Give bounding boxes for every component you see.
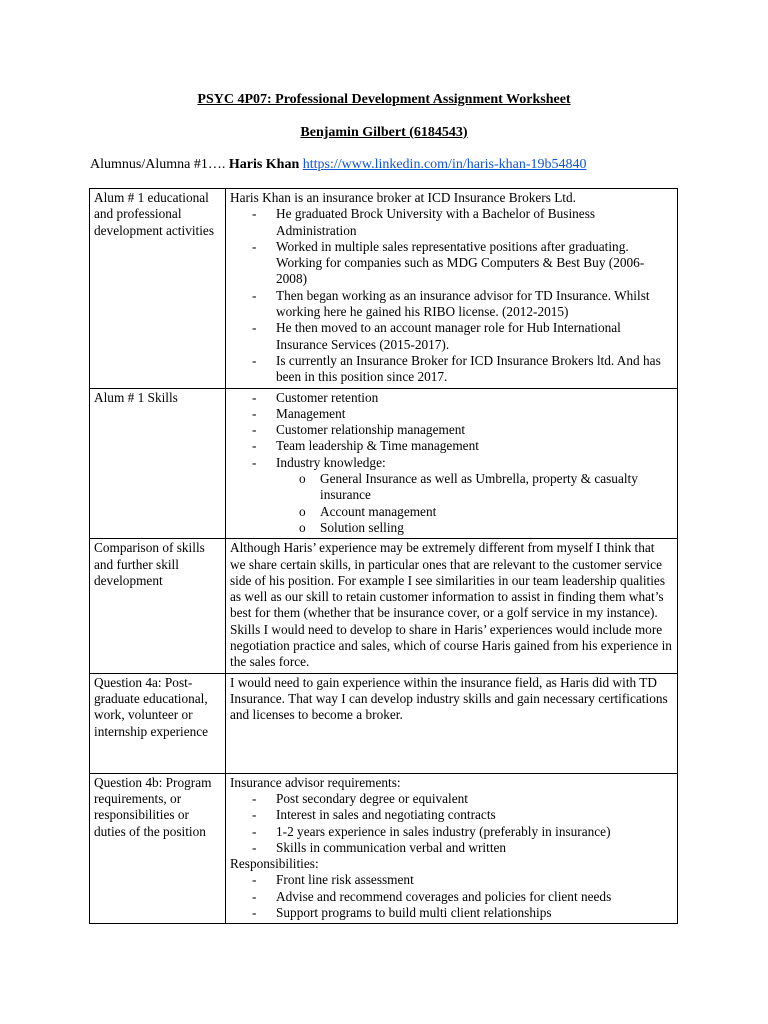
row-content: I would need to gain experience within the insurance field, as Haris did with TD Insurance. That way I can develop industry skills and gain necessary certifications and licenses to become a broker. — [226, 673, 678, 773]
table-row — [90, 773, 678, 924]
author-line: Benjamin Gilbert (6184543) — [300, 125, 468, 140]
list-item: - Post secondary degree or equivalent — [276, 791, 673, 807]
list-item: - Is currently an Insurance Broker for ICD Insurance Brokers ltd. And has been in this position since 2017. — [276, 353, 673, 386]
alumnus-line — [90, 157, 586, 173]
alumnus-name: Haris Khan — [228, 157, 300, 172]
list-item: - Skills in communication verbal and written — [276, 840, 673, 856]
document-title: PSYC 4P07: Professional Development Assignment Worksheet — [197, 92, 571, 107]
requirements-list — [230, 791, 673, 856]
row-content — [226, 388, 678, 539]
sublist-item: o General Insurance as well as Umbrella, property & casualty insurance — [320, 471, 673, 504]
list-item: - Front line risk assessment — [276, 872, 673, 888]
skills-list — [230, 390, 673, 537]
activities-intro: Haris Khan is an insurance broker at ICD Insurance Brokers Ltd. — [230, 190, 576, 205]
linkedin-link[interactable]: https://www.linkedin.com/in/haris-khan-19b54840 — [302, 157, 587, 172]
row-label: Alum # 1 educational and professional development activities — [90, 189, 226, 389]
list-item: - He then moved to an account manager role for Hub International Insurance Services (2015-2017). — [276, 320, 673, 353]
activities-list — [230, 206, 673, 385]
responsibilities-list — [230, 872, 673, 921]
list-item: - Customer relationship management — [276, 422, 673, 438]
row-content: Although Haris’ experience may be extremely different from myself I think that we share certain skills, in particular ones that are relevant to the customer service side of his position. For example I see similarities in our team leadership qualities as well as our skill to retain customer information to assist in finding them what’s best for them (whether that be insurance cover, or a golf service in my instance). Skills I would need to develop to share in Haris’ experiences would include more negotiation practice and sales, which of course Haris gained from his experience in the sales force. — [226, 539, 678, 673]
row-label: Question 4a: Post-graduate educational, work, volunteer or internship experience — [90, 673, 226, 773]
table-row — [90, 673, 678, 773]
table-row — [90, 539, 678, 673]
list-item: - Customer retention — [276, 390, 673, 406]
row-label: Question 4b: Program requirements, or responsibilities or duties of the position — [90, 773, 226, 924]
list-item: - Interest in sales and negotiating contracts — [276, 807, 673, 823]
list-item — [276, 455, 673, 536]
table-row — [90, 189, 678, 389]
list-item-text: Industry knowledge: — [276, 454, 386, 470]
alumnus-prefix: Alumnus/Alumna #1…. — [90, 157, 226, 172]
list-item: - Management — [276, 406, 673, 422]
row-content — [226, 773, 678, 924]
worksheet-table — [89, 188, 678, 924]
table-row — [90, 388, 678, 539]
sublist-item: o Solution selling — [320, 520, 673, 536]
list-item: - Advise and recommend coverages and policies for client needs — [276, 889, 673, 905]
industry-sublist — [276, 471, 673, 536]
list-item: - Then began working as an insurance advisor for TD Insurance. Whilst working here he gained his RIBO license. (2012-2015) — [276, 288, 673, 321]
row-label: Comparison of skills and further skill development — [90, 539, 226, 673]
requirements-heading: Insurance advisor requirements: — [230, 774, 401, 790]
row-label: Alum # 1 Skills — [90, 388, 226, 539]
list-item: - Support programs to build multi client relationships — [276, 905, 673, 921]
list-item: - He graduated Brock University with a Bachelor of Business Administration — [276, 206, 673, 239]
list-item: - Team leadership & Time management — [276, 438, 673, 454]
responsibilities-heading: Responsibilities: — [230, 856, 319, 872]
row-content — [226, 189, 678, 389]
list-item: - Worked in multiple sales representative positions after graduating. Working for companies such as MDG Computers & Best Buy (2006-2008) — [276, 239, 673, 288]
sublist-item: o Account management — [320, 504, 673, 520]
list-item: - 1-2 years experience in sales industry (preferably in insurance) — [276, 824, 673, 840]
